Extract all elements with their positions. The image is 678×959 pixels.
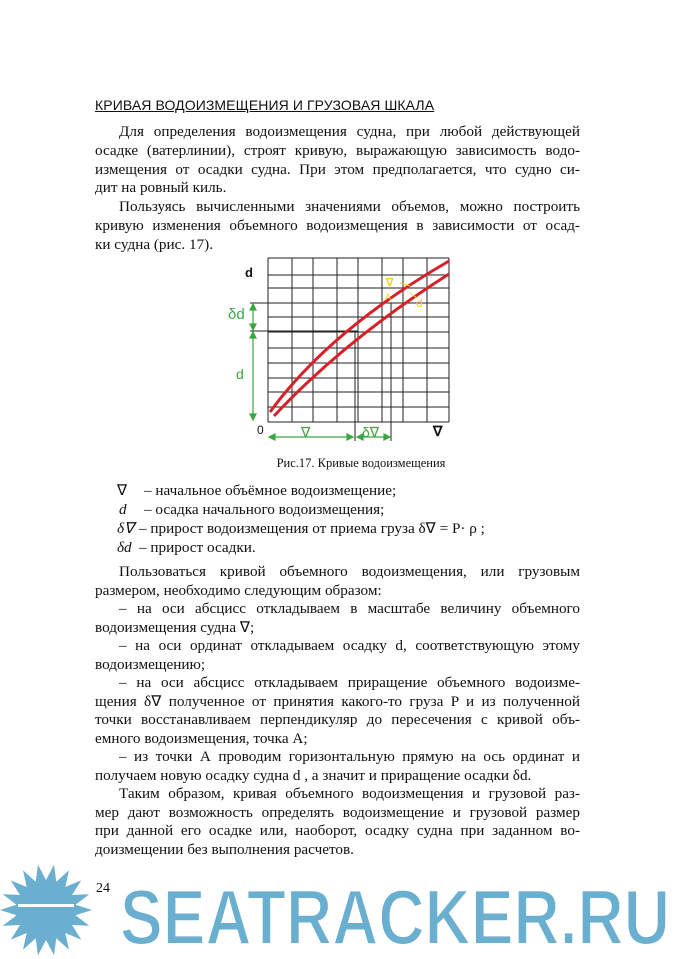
text-line: при данной его осадке или, наоборот, осадку судна при заданном во- bbox=[95, 822, 580, 839]
seatracker-watermark bbox=[0, 860, 678, 959]
legend-symbol: d bbox=[119, 501, 127, 518]
symbol-legend bbox=[117, 481, 485, 557]
text-line: водоизмещения судна ∇; bbox=[95, 618, 255, 636]
annot-volume: ∇ bbox=[386, 277, 394, 289]
text-line: Пользоваться кривой объемного водоизмещения, или грузовым bbox=[119, 563, 580, 580]
text-line: Таким образом, кривая объемного водоизмещения и грузовой раз- bbox=[119, 785, 580, 802]
text-line: осадке (ватерлинии), строят кривую, выражающую зависимость водо- bbox=[95, 141, 580, 159]
displacement-curves bbox=[270, 261, 449, 416]
text-line: получаем новую осадку судна d , а значит и приращение осадки δd. bbox=[95, 766, 532, 784]
legend-text: – прирост водоизмещения от приема груза δ∇ = P· ρ ; bbox=[139, 520, 485, 537]
text-line: точки восстанавливаем перпендикуляр до пересечения с кривой объ- bbox=[95, 711, 580, 728]
legend-text: – осадка начального водоизмещения; bbox=[144, 501, 385, 518]
text-line: кривую изменения объемного водоизмещения в зависимости от осад- bbox=[95, 216, 580, 234]
text-line: – на оси абсцисс откладываем приращение объемного водоизме- bbox=[119, 674, 580, 691]
section-title: КРИВАЯ ВОДОИЗМЕЩЕНИЯ И ГРУЗОВАЯ ШКАЛА bbox=[95, 97, 435, 113]
text-line: – на оси абсцисс откладываем в масштабе величину объемного bbox=[119, 600, 580, 617]
legend-item bbox=[117, 500, 485, 519]
point-a-label: A bbox=[385, 292, 392, 302]
legend-text: – начальное объёмное водоизмещение; bbox=[144, 482, 397, 499]
text-line: – из точки А проводим горизонтальную прямую на ось ординат и bbox=[119, 748, 580, 765]
annot-d: d bbox=[416, 296, 423, 310]
label-d: d bbox=[236, 366, 244, 382]
legend-text: – прирост осадки. bbox=[139, 539, 256, 556]
instructions bbox=[95, 563, 580, 859]
text-line: размером, необходимо следующим образом: bbox=[95, 581, 382, 599]
origin-label: 0 bbox=[257, 423, 264, 437]
figure-caption: Рис.17. Кривые водоизмещения bbox=[276, 456, 446, 470]
text-line: водоизмещению; bbox=[95, 655, 206, 673]
displacement-curve-figure bbox=[0, 0, 678, 460]
legend-symbol: δ∇ bbox=[117, 520, 135, 537]
curve-lower bbox=[274, 274, 449, 416]
legend-item bbox=[117, 481, 485, 500]
sun-logo-icon bbox=[0, 865, 92, 956]
text-line: дит на ровный киль. bbox=[95, 179, 227, 197]
axis-label-volume: ∇ bbox=[433, 423, 443, 439]
text-line: щения δ∇ полученное от принятия какого-то груза P и из полученной bbox=[95, 692, 580, 710]
legend-symbol: δd bbox=[117, 539, 132, 556]
watermark-text: SEATRACKER.RU bbox=[120, 873, 670, 959]
axis-label-d: d bbox=[245, 265, 253, 280]
legend-symbol: ∇ bbox=[117, 482, 128, 499]
text-line: Пользуясь вычисленными значениями объемов, можно построить bbox=[119, 198, 580, 215]
text-line: Для определения водоизмещения судна, при любой действующей bbox=[119, 123, 580, 140]
label-delta-volume: δ∇ bbox=[362, 424, 380, 440]
label-delta-d: δd bbox=[228, 306, 245, 323]
text-line: ки судна (рис. 17). bbox=[95, 235, 214, 253]
text-line: измещения от осадки судна. При этом предполагается, что судно си- bbox=[95, 160, 580, 178]
text-line: емного водоизмещения, точка А; bbox=[95, 729, 308, 747]
text-line: доизмещении без выполнения расчетов. bbox=[95, 840, 354, 858]
page-number: 24 bbox=[96, 881, 110, 896]
text-line: – на оси ординат откладываем осадку d, соответствующую этому bbox=[119, 637, 580, 654]
label-volume: ∇ bbox=[301, 424, 311, 440]
legend-item bbox=[117, 519, 485, 538]
text-line: мер дают возможность определять водоизмещение и грузовой размер bbox=[95, 803, 580, 821]
legend-item bbox=[117, 538, 485, 557]
